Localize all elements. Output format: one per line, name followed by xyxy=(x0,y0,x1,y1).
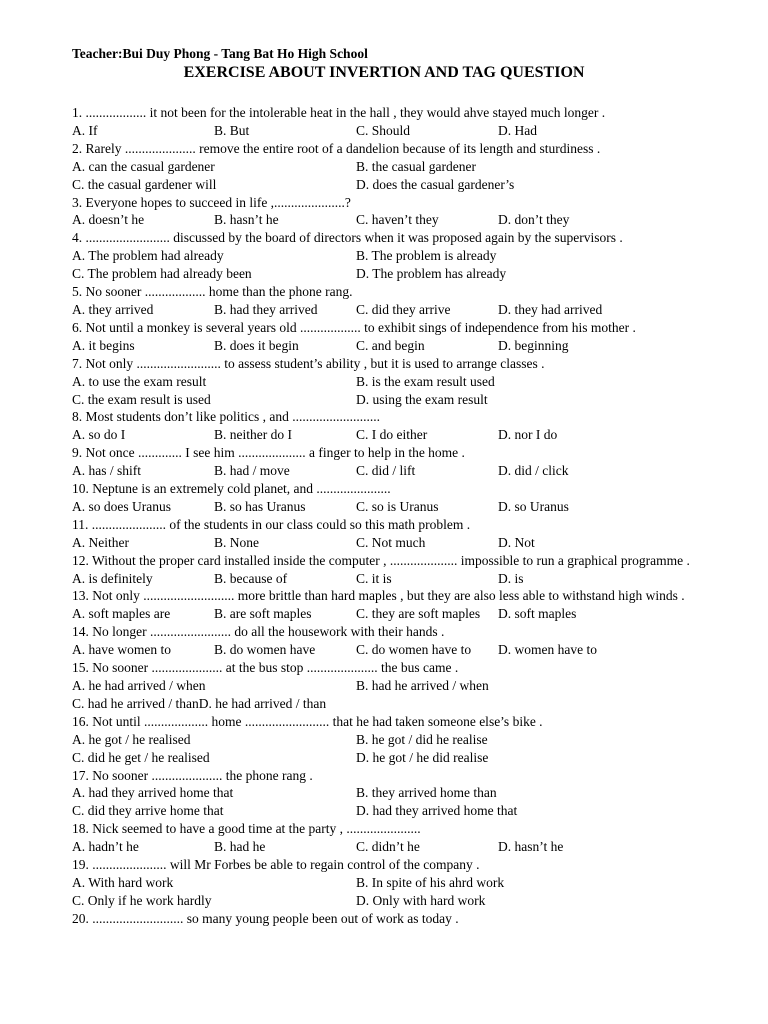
option-d: D. Only with hard work xyxy=(356,892,486,908)
option-a: A. doesn’t he xyxy=(72,212,145,228)
option-b: B. In spite of his ahrd work xyxy=(356,874,505,890)
option-row xyxy=(72,605,714,623)
option-row xyxy=(72,838,714,856)
option-a: A. so do I xyxy=(72,427,126,443)
option-row xyxy=(72,301,714,319)
option-a: A. he got / he realised xyxy=(72,731,191,747)
option-row xyxy=(72,337,714,355)
option-d: D. had they arrived home that xyxy=(356,803,518,819)
question-text: 15. No sooner ..................... at the bus stop ..................... the bus came . xyxy=(72,660,459,676)
option-row xyxy=(72,731,714,749)
option-row xyxy=(72,426,714,444)
option-a: A. is definitely xyxy=(72,570,153,586)
option-row xyxy=(72,122,714,140)
option-a: A. has / shift xyxy=(72,463,141,479)
option-b: B. because of xyxy=(214,570,288,586)
option-a: A. to use the exam result xyxy=(72,373,207,389)
option-d: D. The problem has already xyxy=(356,266,507,282)
option-row xyxy=(72,677,714,695)
question-text: 8. Most students don’t like politics , and .......................... xyxy=(72,409,380,425)
option-a: A. he had arrived / when xyxy=(72,678,206,693)
option-a: A. soft maples are xyxy=(72,606,171,622)
option-b: B. he got / did he realise xyxy=(356,731,488,747)
option-row xyxy=(72,373,714,391)
option-b: B. they arrived home than xyxy=(356,785,497,801)
option-b: B. does it begin xyxy=(214,337,299,353)
option-c: C. I do either xyxy=(356,427,428,443)
option-row xyxy=(72,695,714,713)
option-c: C. it is xyxy=(356,570,392,586)
option-row xyxy=(72,892,714,910)
option-row xyxy=(72,874,714,892)
option-b: B. None xyxy=(214,534,259,550)
option-row xyxy=(72,391,714,409)
option-b: B. so has Uranus xyxy=(214,498,306,514)
option-b: B. had he arrived / when xyxy=(356,678,489,693)
option-d: D. is xyxy=(498,570,524,586)
option-c: C. and begin xyxy=(356,337,425,353)
option-c: C. Should xyxy=(356,122,411,138)
option-c: C. didn’t he xyxy=(356,839,420,855)
option-b: B. hasn’t he xyxy=(214,212,279,228)
option-b: B. are soft maples xyxy=(214,606,312,622)
option-row xyxy=(72,802,714,820)
option-a: A. had they arrived home that xyxy=(72,785,234,801)
option-b: B. is the exam result used xyxy=(356,373,495,389)
option-b: B. neither do I xyxy=(214,427,292,443)
question-text: 2. Rarely ..................... remove the entire root of a dandelion because of its length and sturdiness . xyxy=(72,140,601,156)
option-d: D. does the casual gardener’s xyxy=(356,176,515,192)
option-c: C. haven’t they xyxy=(356,212,439,228)
option-c: C. The problem had already been xyxy=(72,266,252,282)
question-text: 19. ...................... will Mr Forbes be able to regain control of the company . xyxy=(72,857,480,873)
option-d: D. don’t they xyxy=(498,212,570,228)
option-c: C. do women have to xyxy=(356,642,472,658)
option-c: C. did they arrive xyxy=(356,301,451,317)
option-row xyxy=(72,570,714,588)
question-list xyxy=(72,104,714,928)
question-text: 16. Not until ................... home ......................... that he had taken someone else’s bike . xyxy=(72,713,543,729)
question-text: 11. ...................... of the students in our class could so this math problem . xyxy=(72,516,471,532)
option-b: B. But xyxy=(214,122,250,138)
question-text: 4. ......................... discussed by the board of directors when it was proposed again by the supervisors . xyxy=(72,230,623,246)
option-row xyxy=(72,462,714,480)
option-c: C. Only if he work hardly xyxy=(72,892,212,908)
option-d: D. Not xyxy=(498,534,535,550)
question-text: 18. Nick seemed to have a good time at the party , ...................... xyxy=(72,821,421,837)
option-c: C. they are soft maples xyxy=(356,606,481,622)
option-d: D. so Uranus xyxy=(498,498,569,514)
option-a: A. can the casual gardener xyxy=(72,158,215,174)
option-c: C. did he get / he realised xyxy=(72,749,210,765)
option-c: C. did / lift xyxy=(356,463,416,479)
option-row xyxy=(72,158,714,176)
option-a: A. have women to xyxy=(72,642,171,658)
option-row xyxy=(72,211,714,229)
option-row xyxy=(72,534,714,552)
option-c: C. the casual gardener will xyxy=(72,176,217,192)
option-row xyxy=(72,784,714,802)
option-row xyxy=(72,498,714,516)
option-c-d: C. had he arrived / thanD. he had arrived / than xyxy=(72,695,327,711)
option-b: B. The problem is already xyxy=(356,248,497,264)
option-b: B. the casual gardener xyxy=(356,158,476,174)
question-text: 3. Everyone hopes to succeed in life ,.....................? xyxy=(72,194,351,210)
question-text: 14. No longer ........................ do all the housework with their hands . xyxy=(72,624,445,640)
option-d: D. he got / he did realise xyxy=(356,749,489,765)
option-a: A. The problem had already xyxy=(72,248,224,264)
option-row xyxy=(72,749,714,767)
option-a: A. If xyxy=(72,122,98,138)
teacher-line: Teacher:Bui Duy Phong - Tang Bat Ho High School xyxy=(72,46,368,61)
option-a: A. With hard work xyxy=(72,874,174,890)
page-title: EXERCISE ABOUT INVERTION AND TAG QUESTION xyxy=(183,64,585,81)
question-text: 20. ........................... so many young people been out of work as today . xyxy=(72,910,459,926)
option-a: A. they arrived xyxy=(72,301,154,317)
option-d: D. nor I do xyxy=(498,427,558,443)
question-text: 12. Without the proper card installed inside the computer , .................... impossible to run a graphical programme . xyxy=(72,552,690,568)
option-row xyxy=(72,247,714,265)
option-c: C. so is Uranus xyxy=(356,498,439,514)
question-text: 9. Not once ............. I see him .................... a finger to help in the home . xyxy=(72,445,465,461)
option-b: B. had he xyxy=(214,839,266,855)
option-row xyxy=(72,265,714,283)
question-text: 7. Not only ......................... to assess student’s ability , but it is used to arrange classes . xyxy=(72,355,545,371)
question-text: 17. No sooner ..................... the phone rang . xyxy=(72,767,313,783)
option-a: A. so does Uranus xyxy=(72,498,171,514)
option-c: C. did they arrive home that xyxy=(72,803,224,819)
option-c: C. Not much xyxy=(356,534,426,550)
option-d: D. did / click xyxy=(498,463,569,479)
option-d: D. they had arrived xyxy=(498,301,603,317)
option-a: A. Neither xyxy=(72,534,129,550)
option-d: D. using the exam result xyxy=(356,391,488,407)
option-d: D. beginning xyxy=(498,337,569,353)
option-b: B. had they arrived xyxy=(214,301,318,317)
option-d: D. soft maples xyxy=(498,606,577,622)
option-b: B. do women have xyxy=(214,642,316,658)
question-text: 10. Neptune is an extremely cold planet, and ...................... xyxy=(72,481,391,497)
question-text: 1. .................. it not been for the intolerable heat in the hall , they would ahve stayed much longer . xyxy=(72,105,606,120)
option-d: D. Had xyxy=(498,122,537,138)
option-b: B. had / move xyxy=(214,463,290,479)
option-c: C. the exam result is used xyxy=(72,391,211,407)
option-a: A. it begins xyxy=(72,337,135,353)
question-text: 5. No sooner .................. home than the phone rang. xyxy=(72,284,353,300)
option-a: A. hadn’t he xyxy=(72,839,139,855)
option-d: D. hasn’t he xyxy=(498,839,564,855)
question-text: 13. Not only ........................... more brittle than hard maples , but they are also less able to withstand high winds . xyxy=(72,588,685,604)
question-text: 6. Not until a monkey is several years old .................. to exhibit sings of independence from his mother . xyxy=(72,319,636,335)
option-row xyxy=(72,641,714,659)
option-d: D. women have to xyxy=(498,642,597,658)
option-row xyxy=(72,176,714,194)
